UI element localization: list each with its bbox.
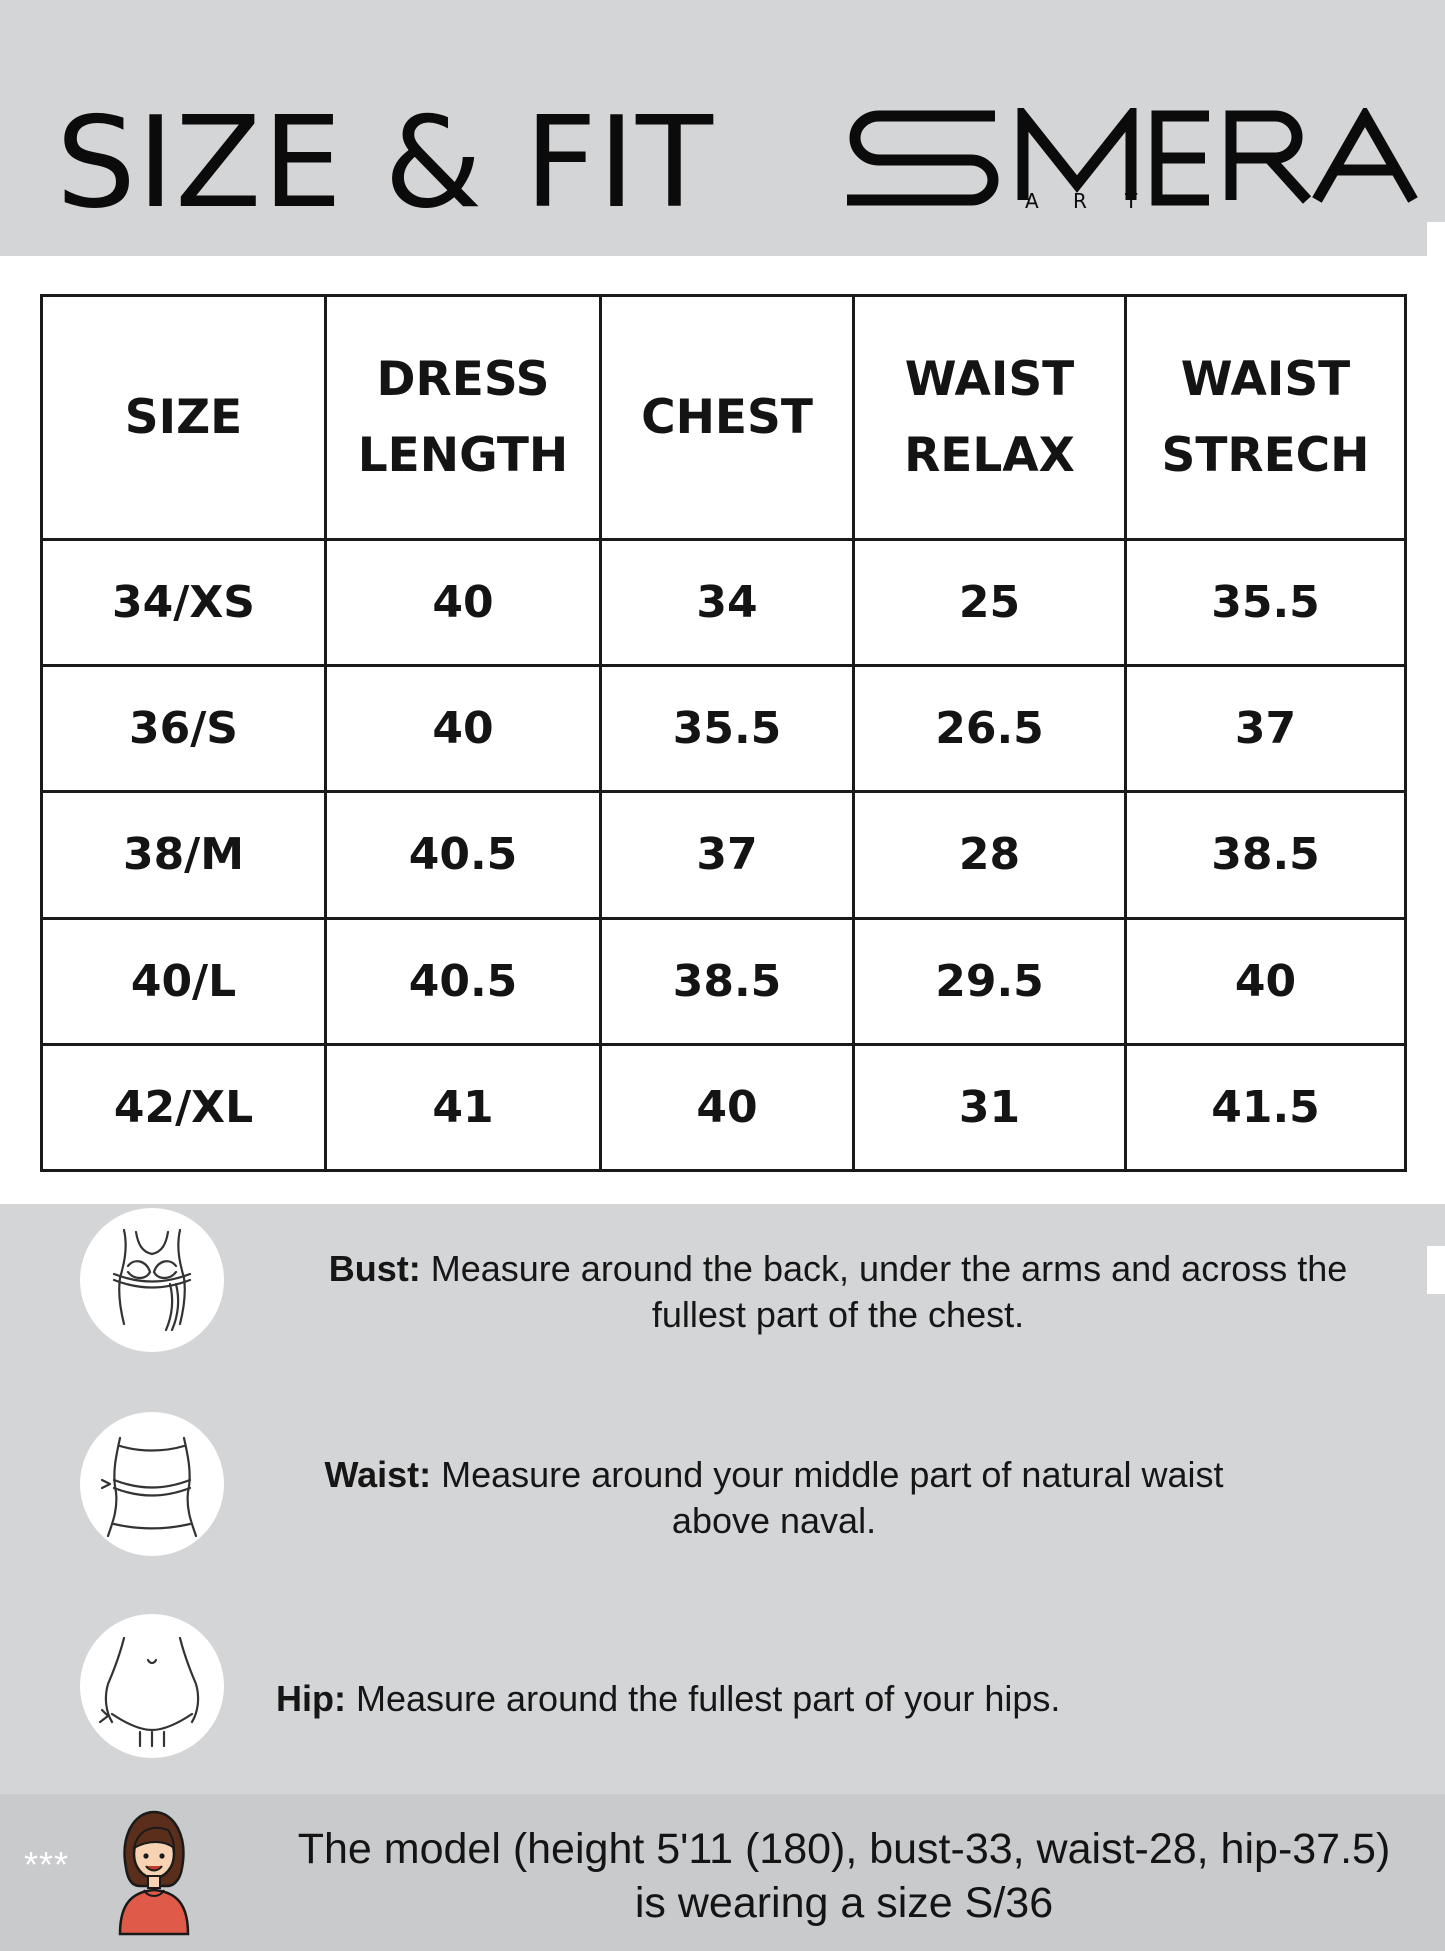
cell-waist-relax: 31 [854, 1044, 1126, 1170]
waist-description-line1: Measure around your middle part of natural waist [431, 1454, 1224, 1495]
bust-guide-text [276, 1246, 1400, 1338]
cell-dress-length: 40.5 [326, 918, 601, 1044]
table-row [42, 918, 1406, 1044]
bust-description-line1: Measure around the back, under the arms and across the [420, 1248, 1348, 1289]
column-header-chest: CHEST [601, 296, 854, 540]
cell-waist-relax: 26.5 [854, 666, 1126, 792]
model-info-line1: The model (height 5'11 (180), bust-33, waist-28, hip-37.5) [297, 1825, 1391, 1873]
cell-dress-length: 40.5 [326, 792, 601, 918]
cell-size: 42/XL [42, 1044, 326, 1170]
measurement-guide [0, 1204, 1445, 1794]
woman-avatar-icon [112, 1806, 196, 1938]
hip-description: Measure around the fullest part of your hips. [345, 1678, 1061, 1719]
cell-waist-strech: 40 [1126, 918, 1406, 1044]
table-row [42, 1044, 1406, 1170]
footnote-marker: *** [24, 1844, 70, 1885]
svg-text:R: R [1073, 189, 1087, 208]
cell-chest: 40 [601, 1044, 854, 1170]
waist-label: Waist: [324, 1454, 432, 1495]
cell-dress-length: 40 [326, 540, 601, 666]
bust-measure-icon [80, 1208, 224, 1352]
column-header-waist-strech: WAIST STRECH [1126, 296, 1406, 540]
bust-label: Bust: [328, 1248, 421, 1289]
cell-size: 40/L [42, 918, 326, 1044]
guide-edge-block [1427, 1246, 1445, 1294]
cell-size: 34/XS [42, 540, 326, 666]
bust-description-line2: fullest part of the chest. [651, 1294, 1025, 1335]
cell-waist-strech: 38.5 [1126, 792, 1406, 918]
cell-dress-length: 40 [326, 666, 601, 792]
svg-text:T: T [1125, 189, 1138, 208]
waist-description-line2: above naval. [671, 1500, 877, 1541]
hip-guide-text [276, 1676, 1136, 1722]
cell-size: 36/S [42, 666, 326, 792]
page-title: SIZE & FIT [56, 89, 715, 236]
cell-chest: 37 [601, 792, 854, 918]
waist-measure-icon [80, 1412, 224, 1556]
cell-size: 38/M [42, 792, 326, 918]
cell-dress-length: 41 [326, 1044, 601, 1170]
cell-waist-relax: 25 [854, 540, 1126, 666]
cell-chest: 35.5 [601, 666, 854, 792]
column-header-size: SIZE [42, 296, 326, 540]
hip-label: Hip: [276, 1678, 346, 1719]
table-row [42, 666, 1406, 792]
cell-waist-strech: 35.5 [1126, 540, 1406, 666]
model-info-line2: is wearing a size S/36 [634, 1879, 1054, 1927]
cell-waist-relax: 29.5 [854, 918, 1126, 1044]
column-header-dress-length: DRESS LENGTH [326, 296, 601, 540]
waist-guide-text [276, 1452, 1272, 1544]
hip-measure-icon [80, 1614, 224, 1758]
model-info-text [264, 1822, 1424, 1930]
smera-art-logo [845, 108, 1425, 208]
cell-waist-relax: 28 [854, 792, 1126, 918]
model-info-footer [0, 1794, 1445, 1951]
header-banner [0, 0, 1445, 256]
size-chart-table [40, 294, 1407, 1172]
cell-waist-strech: 41.5 [1126, 1044, 1406, 1170]
cell-waist-strech: 37 [1126, 666, 1406, 792]
table-row [42, 792, 1406, 918]
cell-chest: 38.5 [601, 918, 854, 1044]
table-row [42, 540, 1406, 666]
cell-chest: 34 [601, 540, 854, 666]
table-header-row [42, 296, 1406, 540]
column-header-waist-relax: WAIST RELAX [854, 296, 1126, 540]
header-edge-block [1427, 222, 1445, 256]
svg-text:A: A [1025, 189, 1039, 208]
